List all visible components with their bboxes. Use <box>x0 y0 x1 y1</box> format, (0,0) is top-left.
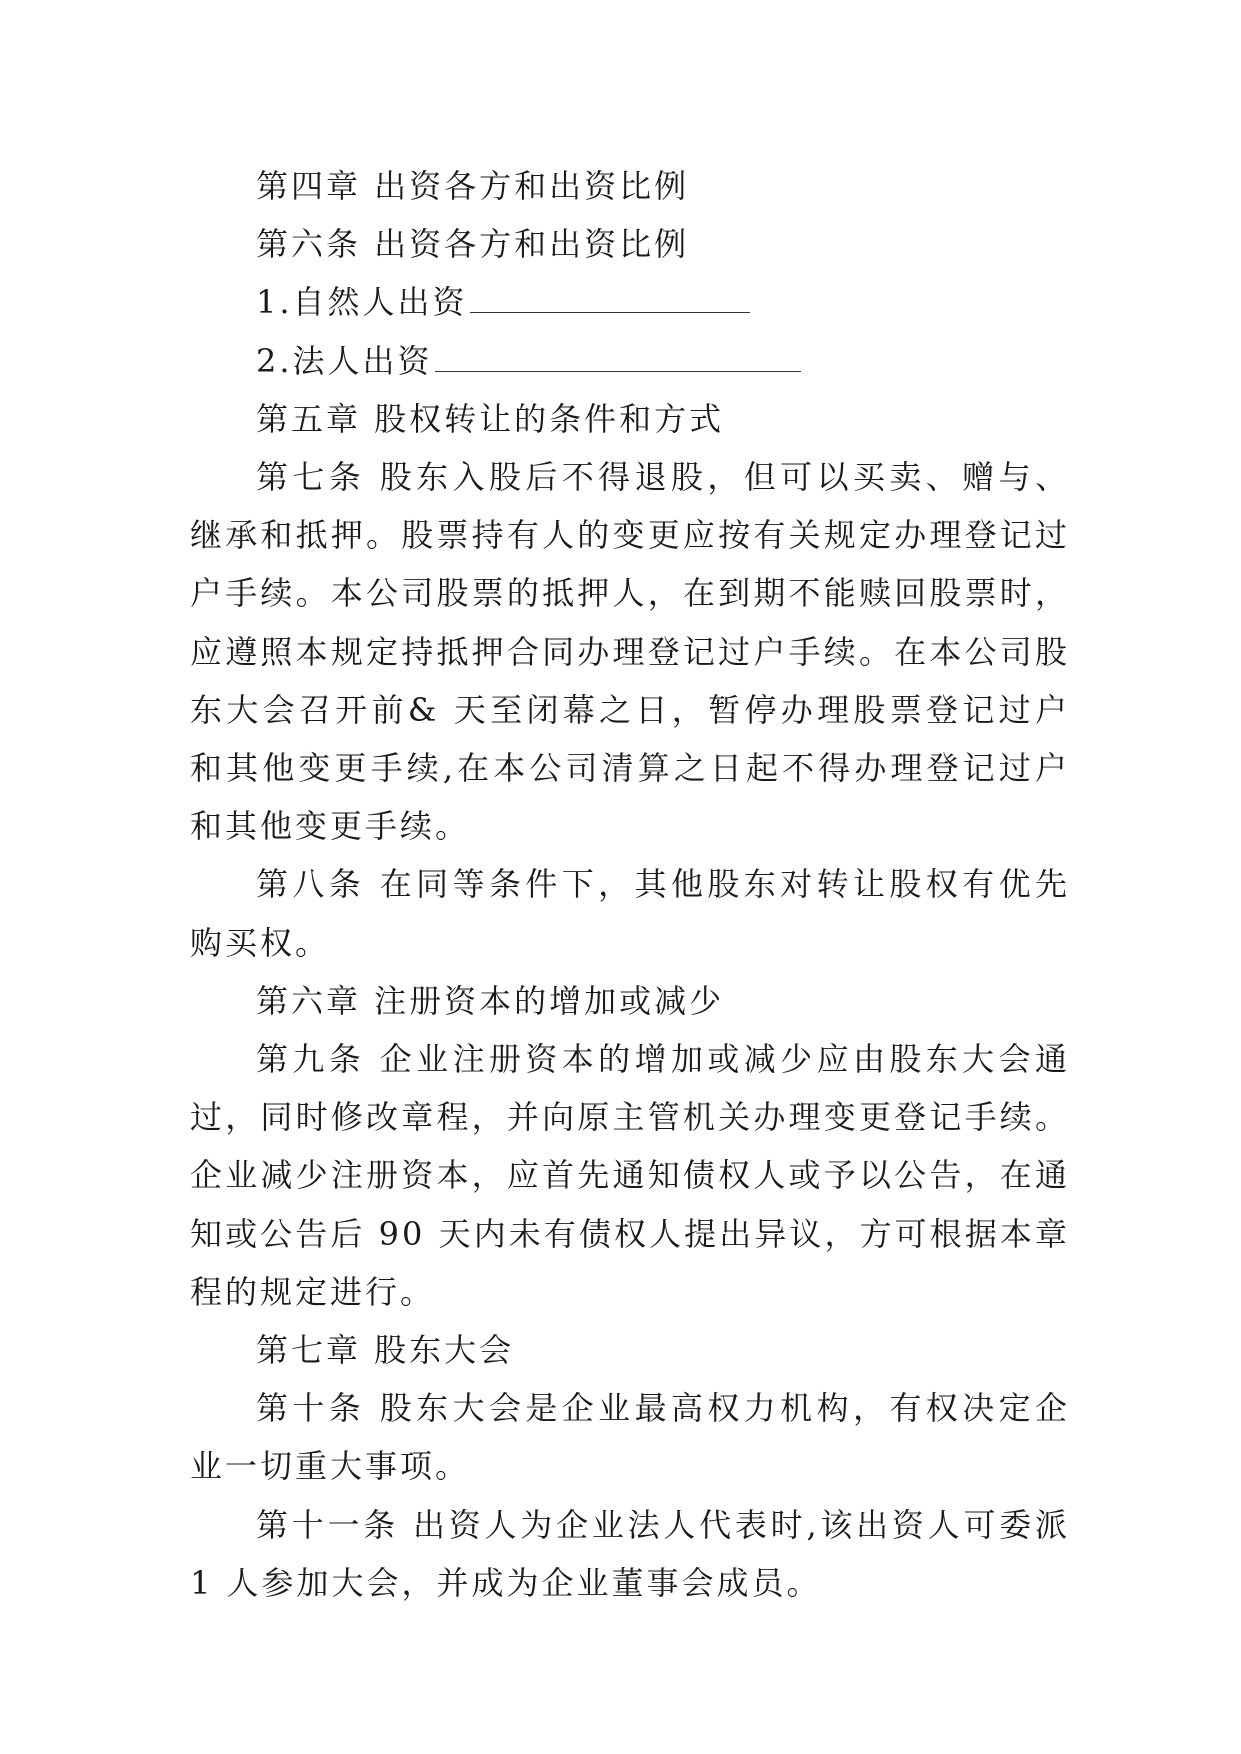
article-6-heading: 第六条 出资各方和出资比例 <box>256 225 690 264</box>
item-2-label: 2.法人出资 <box>256 341 433 380</box>
item-1-label: 1.自然人出资 <box>256 283 468 322</box>
document-body <box>190 157 1070 1612</box>
article-11-paragraph: 第十一条 出资人为企业法人代表时,该出资人可委派 1 人参加大会，并成为企业董事会成员。 <box>190 1505 1070 1602</box>
chapter-7-heading: 第七章 股东大会 <box>256 1331 515 1370</box>
chapter-6-heading: 第六章 注册资本的增加或减少 <box>256 981 725 1020</box>
article-8-paragraph: 第八条 在同等条件下，其他股东对转让股权有优先购买权。 <box>190 865 1070 962</box>
fill-in-blank-1 <box>470 284 750 313</box>
item-1-natural-person-contribution <box>190 273 1070 331</box>
chapter-5-heading: 第五章 股权转让的条件和方式 <box>256 399 725 438</box>
item-2-legal-person-contribution <box>190 332 1070 390</box>
fill-in-blank-2 <box>435 343 801 372</box>
article-7-paragraph: 第七条 股东入股后不得退股，但可以买卖、赠与、继承和抵押。股票持有人的变更应按有关规定办理登记过户手续。本公司股票的抵押人，在到期不能赎回股票时，应遵照本规定持抵押合同办理登记过户手续。在本公司股东大会召开前& 天至闭幕之日，暂停办理股票登记过户和其他变更手续,在本公司清算之日起不得办理登记过户和其他变更手续。 <box>190 458 1070 846</box>
chapter-4-heading: 第四章 出资各方和出资比例 <box>256 167 690 205</box>
article-9-paragraph: 第九条 企业注册资本的增加或减少应由股东大会通过，同时修改章程，并向原主管机关办理变更登记手续。企业减少注册资本，应首先通知债权人或予以公告，在通知或公告后 90 天内未有债权人提出异议，方可根据本章程的规定进行。 <box>190 1040 1070 1311</box>
article-10-paragraph: 第十条 股东大会是企业最高权力机构，有权决定企业一切重大事项。 <box>190 1389 1070 1486</box>
